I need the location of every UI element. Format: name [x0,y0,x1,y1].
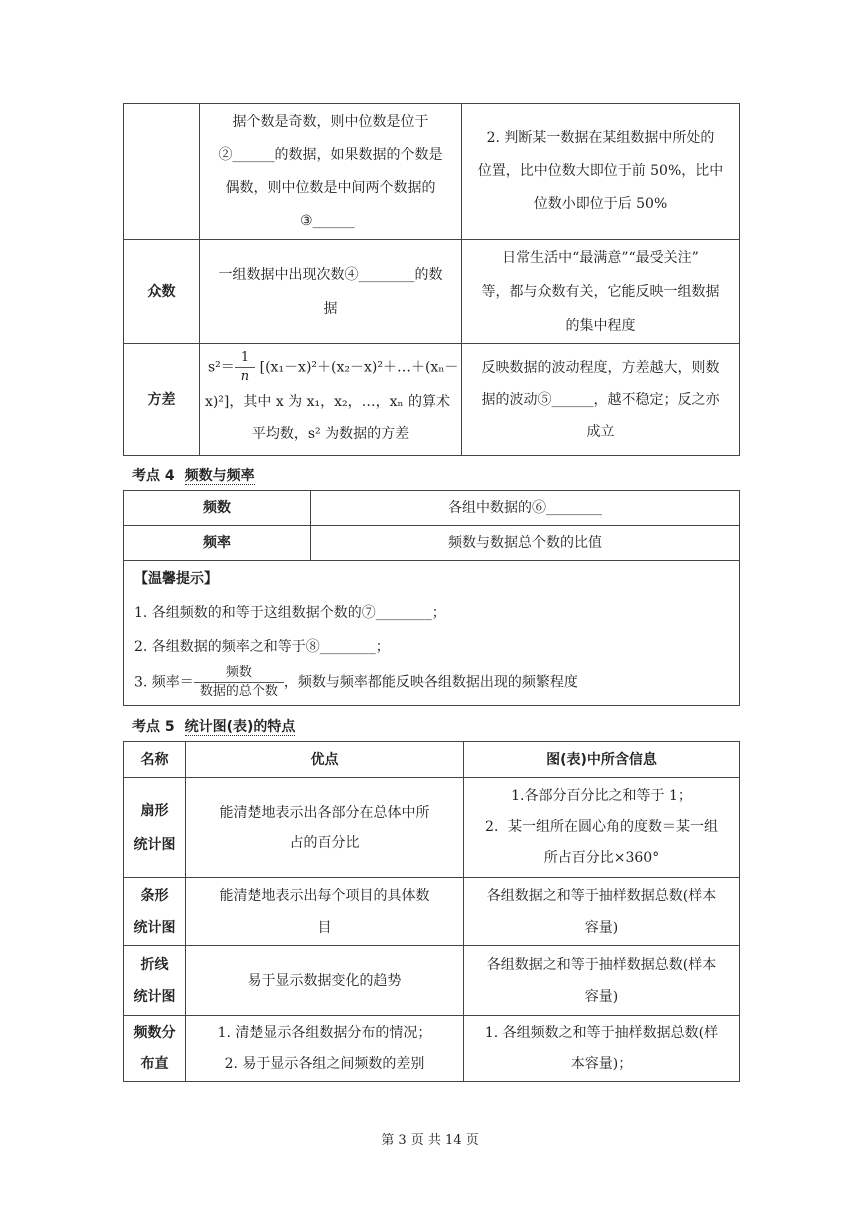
frequency-count-name: 频数 [124,491,311,526]
mode-meaning-cell: 日常生活中“最满意”“最受关注” 等，都与众数有关，它能反映一组数据 的集中程度 [462,240,740,344]
table-row [124,491,740,526]
median-name-cell [124,104,200,240]
chart-advantage-cell: 能清楚地表示出每个项目的具体数 目 [186,878,464,946]
frequency-table [123,490,740,561]
chart-name-cell: 条形 统计图 [124,878,186,946]
frequency-rate-value: 频数与数据总个数的比值 [311,526,740,561]
mode-definition-cell: 一组数据中出现次数④________的数 据 [200,240,462,344]
chart-name-cell: 折线 统计图 [124,946,186,1016]
frequency-rate-name: 频率 [124,526,311,561]
table-row [124,526,740,561]
tip-line-1: 1. 各组频数的和等于这组数据个数的⑦________； [134,605,446,621]
chart-features-table [123,741,740,1082]
chart-info-cell: 各组数据之和等于抽样数据总数(样本 容量) [464,946,740,1016]
variance-definition-cell: s²＝ $\frac{1}{n}$ [(x₁－x)²＋(x₂－x)²＋…＋(xₙ－ x)²]，其中 x 为 x₁，x₂，…，xₙ 的算术 平均数，s² 为数据的方差 [200,344,462,456]
section-4-heading: 考点 4 频数与频率 [132,468,255,484]
chart-info-cell: 1.各部分百分比之和等于 1； 2．某一组所在圆心角的度数＝某一组 所占百分比×360° [464,778,740,878]
chart-info-cell: 各组数据之和等于抽样数据总数(样本 容量) [464,878,740,946]
chart-name-cell: 扇形 统计图 [124,778,186,878]
stats-measures-table [123,103,740,456]
frequency-fraction: $\frac{\text{频数}}{\text{数据的总个数}}$ [194,664,284,701]
chart-advantage-cell: 1. 清楚显示各组数据分布的情况； 2. 易于显示各组之间频数的差别 [186,1016,464,1082]
median-meaning-cell: 2. 判断某一数据在某组数据中所处的 位置，比中位数大即位于前 50%，比中 位数小即位于后 50% [462,104,740,240]
variance-meaning-cell: 反映数据的波动程度，方差越大，则数 据的波动⑤______，越不稳定；反之亦 成立 [462,344,740,456]
tips-heading: 【温馨提示】 [134,571,218,587]
section-5-heading: 考点 5 统计图(表)的特点 [132,719,296,735]
tip-line-3: 3. 频率＝ $\frac{\text{频数}}{\text{数据的总个数}}$ ，频数与频率都能反映各组数据出现的频繁程度 [134,665,578,699]
header-name: 名称 [124,742,186,778]
variance-formula-line1: s²＝ $\frac{1}{n}$ [(x₁－x)²＋(x₂－x)²＋…＋(xₙ－ [208,350,459,384]
header-advantage: 优点 [186,742,464,778]
chart-advantage-cell: 能清楚地表示出各部分在总体中所 占的百分比 [186,778,464,878]
table-header-row [124,742,740,778]
chart-name-cell: 频数分 布直 [124,1016,186,1082]
header-info: 图(表)中所含信息 [464,742,740,778]
page-footer: 第 3 页 共 14 页 [381,1133,479,1148]
table-row [124,344,740,456]
frequency-count-value: 各组中数据的⑥________ [311,491,740,526]
tip-line-2: 2. 各组数据的频率之和等于⑧________； [134,639,390,655]
variance-name: 方差 [124,344,200,456]
table-row [124,946,740,1016]
tips-box [123,560,740,706]
table-row [124,1016,740,1082]
table-row [124,778,740,878]
one-over-n-fraction: $\frac{1}{n}$ [235,349,255,386]
table-row [124,104,740,240]
chart-advantage-cell: 易于显示数据变化的趋势 [186,946,464,1016]
table-row [124,240,740,344]
mode-name: 众数 [124,240,200,344]
chart-info-cell: 1. 各组频数之和等于抽样数据总数(样 本容量)； [464,1016,740,1082]
table-row [124,878,740,946]
median-definition-cell: 据个数是奇数，则中位数是位于 ②______的数据，如果数据的个数是 偶数，则中位数是中间两个数据的 ③______ [200,104,462,240]
